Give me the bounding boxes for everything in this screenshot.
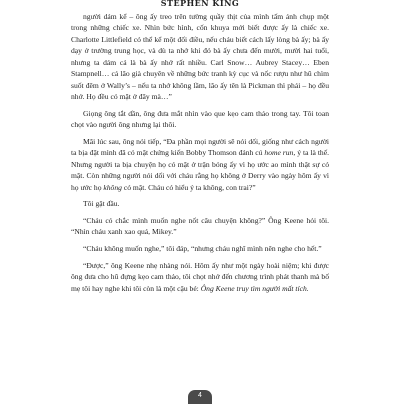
text-run: Tôi gật đầu. bbox=[83, 199, 120, 209]
paragraph bbox=[71, 243, 329, 254]
text-run: , ý ta là thế. Nhưng người ta bịa chuyện họ có mặt ở trận bóng ấy vì họ ước ao mình thật sự có mặt. Còn những người nói dối với cháu rằng họ không ở Derry vào ngày hôm ấy vì họ ước họ bbox=[71, 148, 329, 192]
paragraph bbox=[71, 198, 329, 209]
page-number-tab: 4 bbox=[188, 390, 212, 404]
text-run: người dám kể – ông ấy treo trên tường quầy thịt của mình tấm ảnh chụp một trong những chiếc xe. Nhìn bức hình, cốn khuya mới biết được ấy là chiếc xe. Charlotte Littlefield có thể kể một đối điều, nếu cháu biết cách lấy lòng bà ấy; bà ấy dạy ở trường trung học, và dù ta nhớ khi đó bà ấy chưa đến mười, mười hai tuổi, nhưng ta dám cá là bà ấy nhớ rất nhiều. Carl Snow… Aubrey Stacey… Eben Stampnell… cả lão già chuyên về những bức tranh kỳ cục và nốc rượu như hũ chìm suốt đêm ở Wally’s – nếu ta nhớ không lầm, lão ấy tên là Pickman thì phải – họ đều nhớ. Họ đều có mặt ở đây mà…” bbox=[71, 12, 329, 102]
italic-run: Ông Keene truy tìm người mất tích. bbox=[200, 283, 309, 293]
text-run: Giọng ông tắt dần, ông đưa mắt nhìn vào que kẹo cam thảo trong tay. Tôi toan chọt vào người ông nhưng lại thôi. bbox=[71, 108, 329, 130]
paragraph bbox=[71, 260, 329, 294]
text-run: có mặt. Cháu có hiểu ý ta không, con trai?” bbox=[121, 182, 256, 192]
body-text bbox=[71, 11, 329, 294]
running-header: STEPHEN KING bbox=[160, 0, 240, 8]
paragraph bbox=[71, 108, 329, 131]
italic-run: không bbox=[103, 182, 122, 192]
paragraph bbox=[71, 215, 329, 238]
text-run: “Cháu không muốn nghe,” tôi đáp, “nhưng cháu nghĩ mình nên nghe cho hết.” bbox=[83, 244, 322, 254]
text-run: Mãi lúc sau, ông nói tiếp, “Đa phần mọi người sẽ nói dối, giống như cách người ta bịa đặt mình đã có mặt chứng kiến Bobby Thomson đánh cú bbox=[71, 136, 329, 158]
paragraph bbox=[71, 11, 329, 103]
text-run: “Cháu có chắc mình muốn nghe nốt câu chuyện không?” Ông Keene hỏi tôi. “Nhìn cháu xanh xao quá, Mikey.” bbox=[71, 216, 329, 237]
paragraph bbox=[71, 136, 329, 193]
italic-run: home run bbox=[264, 148, 294, 158]
text-run: “Được,” ông Keene nhẹ nhàng nói. Hôm ấy như một ngày hoài niệm; khi được ông đưa cho hũ đựng kẹo cam thảo, tôi chọt nhớ đến chương trình phát thanh mà bố mẹ tôi hay nghe khi tôi còn là một cậu bé: bbox=[71, 260, 329, 293]
